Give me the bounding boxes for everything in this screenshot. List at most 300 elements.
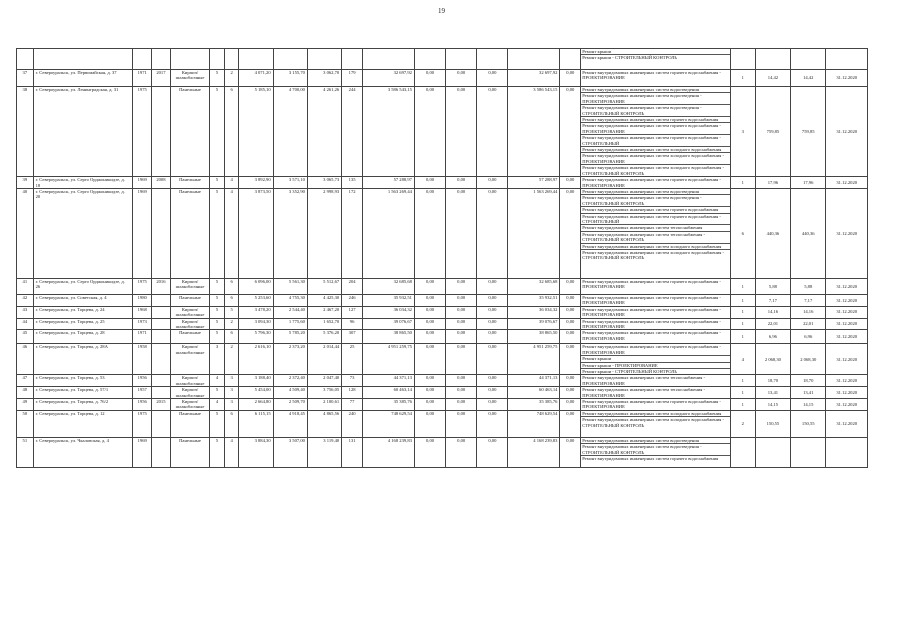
table-row [17,87,868,177]
wall-material-cell: Панельные [170,87,209,177]
cost-owners-cell: 35 385,76 [508,399,560,411]
work-line: Ремонт внутридомовых инженерных систем горячего водоснабжения [581,117,730,123]
cost-owners-cell: 60 463,14 [508,387,560,399]
residential-area-cell: 4 425,30 [307,294,341,306]
cost-federal-cell: 0,00 [414,87,445,177]
unit-price-cell: 2 068,30 [755,344,790,375]
works-cell [581,87,731,177]
living-area-cell: 3 571,10 [273,177,307,189]
cost-regional-cell: 0,00 [446,177,477,189]
cost-owners-cell: 748 629,54 [508,410,560,437]
year-repaired-cell: 2008 [152,177,171,189]
deadline-cell [826,437,868,467]
address-cell: г. Североуральск, ул. Торцева, д. 53 [33,375,133,387]
entrances-cell: 5 [224,306,239,318]
unit-price-cell: 17,96 [755,177,790,189]
living-area-cell: 1 775,60 [273,318,307,330]
residents-cell: 135 [342,177,363,189]
address-cell: г. Североуральск, ул. Торцева, д. 12 [33,410,133,437]
deadline-cell: 31.12.2020 [826,70,868,87]
row-number-cell: 40 [17,188,34,278]
works-cell [581,294,731,306]
year-built-cell: 1969 [133,188,152,278]
wall-material-cell: Панельные [170,330,209,344]
table-row [17,387,868,399]
cost-other-cell: 0,00 [560,306,581,318]
unit-price-cell: 18,70 [755,375,790,387]
year-built-cell: 1971 [133,70,152,87]
residential-area-cell: 4 865,56 [307,410,341,437]
floors-cell: 4 [210,375,225,387]
work-line: Ремонт внутридомовых инженерных систем водоотведения - СТРОИТЕЛЬНЫЙ КОНТРОЛЬ [581,444,730,456]
address-cell: г. Североуральск, ул. Советская, д. 4 [33,294,133,306]
entrances-cell: 4 [224,177,239,189]
units-cell: 1 [730,70,755,87]
total-cost-cell: 60 463,14 [362,387,414,399]
cost-regional-cell: 0,00 [446,437,477,467]
residents-cell: 240 [342,410,363,437]
header-works-cell [581,49,731,70]
work-line: Ремонт внутридомовых инженерных систем горячего водоснабжения - ПРОЕКТИРОВАНИЕ [582,318,721,329]
residential-area-cell: 2 014,44 [307,344,341,375]
floors-cell: 5 [210,294,225,306]
total-cost-cell: 39 076,67 [362,318,414,330]
wall-material-cell: Панельные [170,177,209,189]
deadline-cell: 31.12.2020 [826,177,868,189]
year-built-cell: 1980 [133,294,152,306]
work-line: Ремонт внутридомовых инженерных систем водоотведения - СТРОИТЕЛЬНЫЙ КОНТРОЛЬ [581,105,730,117]
cost-local-cell: 0,00 [477,278,508,294]
work-line: Ремонт внутридомовых инженерных систем горячего водоснабжения - СТРОИТЕЛЬНЫЙ [581,135,730,147]
total-cost-cell: 748 629,54 [362,410,414,437]
floors-cell: 5 [210,188,225,278]
max-unit-price-cell: 2 068,30 [791,344,826,375]
work-line: Ремонт внутридомовых инженерных систем холодного водоснабжения - СТРОИТЕЛЬНЫЙ КОНТРОЛЬ [582,165,725,176]
work-line: Ремонт внутридомовых инженерных систем водоотведения - СТРОИТЕЛЬНЫЙ КОНТРОЛЬ [581,195,730,207]
year-built-cell: 1975 [133,410,152,437]
works-cell [581,70,731,87]
work-line: Ремонт внутридомовых инженерных систем горячего водоснабжения - ПРОЕКТИРОВАНИЕ [582,306,721,318]
unit-price-cell: 14,16 [755,306,790,318]
address-cell: г. Североуральск, ул. Торцева, д. 76/2 [33,399,133,411]
work-line: Ремонт внутридомовых инженерных систем горячего водоснабжения - ПРОЕКТИРОВАНИЕ [582,177,721,188]
register-table-region [16,48,868,640]
units-cell: 1 [730,318,755,330]
cost-owners-cell: 4 168 239,83 [508,437,560,467]
work-line: Ремонт внутридомовых инженерных систем горячего водоснабжения - ПРОЕКТИРОВАНИЕ [581,123,730,135]
address-cell: г. Североуральск, ул. Торцева, д. 28 [33,330,133,344]
cost-local-cell: 0,00 [477,87,508,177]
cost-other-cell: 0,00 [560,437,581,467]
units-cell: 3 [730,87,755,177]
cost-owners-cell: 57 288,97 [508,177,560,189]
cost-owners-cell: 44 371,13 [508,375,560,387]
residential-area-cell: 2 998,93 [307,188,341,278]
total-cost-cell: 32 685,68 [362,278,414,294]
work-line: Ремонт крыши [581,49,730,55]
work-line: Ремонт крыши - СТРОИТЕЛЬНЫЙ КОНТРОЛЬ [582,55,678,61]
wall-material-cell: Кирпич/ шлакоблочные [170,375,209,387]
table-row [17,70,868,87]
cost-local-cell: 0,00 [477,344,508,375]
wall-material-cell: Кирпич/ шлакоблочные [170,306,209,318]
living-area-cell: 2 373,20 [273,344,307,375]
entrances-cell: 2 [224,318,239,330]
living-area-cell: 4 918,45 [273,410,307,437]
address-cell: г. Североуральск, ул. Торцева, д. 57/1 [33,387,133,399]
max-unit-price-cell: 440,36 [791,188,826,278]
work-line: Ремонт внутридомовых инженерных систем горячего водоснабжения - СТРОИТЕЛЬНЫЙ [581,214,730,226]
cost-regional-cell: 0,00 [446,330,477,344]
total-cost-cell: 32 697,92 [362,70,414,87]
max-unit-price-cell [791,437,826,467]
year-built-cell: 1968 [133,306,152,318]
cost-federal-cell: 0,00 [414,387,445,399]
work-line: Ремонт внутридомовых инженерных систем горячего водоснабжения - ПРОЕКТИРОВАНИЕ [582,399,721,410]
wall-material-cell: Кирпич/ шлакоблочные [170,318,209,330]
max-unit-price-cell: 18,70 [791,375,826,387]
row-number-cell: 46 [17,344,34,375]
header-continuation-row [17,49,868,70]
residents-cell: 128 [342,387,363,399]
total-area-cell: 6 115,15 [239,410,273,437]
floors-cell: 5 [210,306,225,318]
cost-local-cell: 0,00 [477,188,508,278]
work-line: Ремонт внутридомовых инженерных систем холодного водоснабжения [581,147,730,153]
year-built-cell: 1958 [133,344,152,375]
living-area-cell: 4 700,00 [273,87,307,177]
cost-local-cell: 0,00 [477,437,508,467]
cost-owners-cell: 3 586 543,15 [508,87,560,177]
table-row [17,410,868,437]
floors-cell: 5 [210,410,225,437]
table-row [17,177,868,189]
total-cost-cell: 4 168 239,83 [362,437,414,467]
unit-price-cell: 759,85 [755,87,790,177]
cost-federal-cell: 0,00 [414,70,445,87]
residents-cell: 246 [342,294,363,306]
total-cost-cell: 3 586 543,15 [362,87,414,177]
cost-federal-cell: 0,00 [414,437,445,467]
deadline-cell: 31.12.2020 [826,375,868,387]
table-row [17,344,868,375]
units-cell: 1 [730,294,755,306]
deadline-cell: 31.12.2020 [826,294,868,306]
works-cell [581,399,731,411]
year-built-cell: 1975 [133,278,152,294]
entrances-cell: 3 [224,387,239,399]
deadline-cell: 31.12.2020 [826,387,868,399]
address-cell: г. Североуральск, ул. Серго Орджоникидзе, д. 26 [33,278,133,294]
living-area-cell: 2 509,70 [273,399,307,411]
entrances-cell: 6 [224,294,239,306]
address-cell: г. Североуральск, ул. Торцева, д. 25 [33,318,133,330]
work-line: Ремонт внутридомовых инженерных систем холодного водоснабжения - ПРОЕКТИРОВАНИЕ [581,153,730,165]
residential-area-cell: 5 376,20 [307,330,341,344]
row-number-cell: 42 [17,294,34,306]
year-repaired-cell: 2017 [152,70,171,87]
entrances-cell: 2 [224,70,239,87]
entrances-cell: 3 [224,399,239,411]
total-area-cell: 5 185,10 [239,87,273,177]
work-line: Ремонт внутридомовых инженерных систем водоотведения [581,438,730,444]
entrances-cell: 6 [224,278,239,294]
unit-price-cell: 7,17 [755,294,790,306]
cost-federal-cell: 0,00 [414,294,445,306]
max-unit-price-cell: 14,16 [791,306,826,318]
year-repaired-cell [152,306,171,318]
work-line: Ремонт внутридомовых инженерных систем холодного водоснабжения [581,244,730,250]
total-area-cell: 2 616,10 [239,344,273,375]
work-line: Ремонт внутридомовых инженерных систем теплоснабжения - СТРОИТЕЛЬНЫЙ КОНТРОЛЬ [581,232,730,244]
total-area-cell: 5 253,60 [239,294,273,306]
table-row [17,306,868,318]
cost-regional-cell: 0,00 [446,70,477,87]
floors-cell: 5 [210,278,225,294]
cost-local-cell: 0,00 [477,387,508,399]
cost-other-cell: 0,00 [560,278,581,294]
floors-cell: 5 [210,318,225,330]
residential-area-cell: 1 652,70 [307,318,341,330]
deadline-cell: 31.12.2020 [826,330,868,344]
work-line: Ремонт внутридомовых инженерных систем горячего водоснабжения - ПРОЕКТИРОВАНИЕ [582,330,721,341]
row-number-cell: 44 [17,318,34,330]
residents-cell: 131 [342,437,363,467]
cost-regional-cell: 0,00 [446,399,477,411]
table-row [17,437,868,467]
deadline-cell: 31.12.2020 [826,318,868,330]
residents-cell: 73 [342,375,363,387]
row-number-cell: 37 [17,70,34,87]
max-unit-price-cell: 150,55 [791,410,826,437]
cost-federal-cell: 0,00 [414,306,445,318]
living-area-cell: 5 561,30 [273,278,307,294]
max-unit-price-cell: 759,85 [791,87,826,177]
total-area-cell: 2 664,80 [239,399,273,411]
units-cell: 1 [730,278,755,294]
max-unit-price-cell: 22,01 [791,318,826,330]
year-built-cell: 1969 [133,437,152,467]
cost-local-cell: 0,00 [477,410,508,437]
cost-owners-cell: 39 076,67 [508,318,560,330]
residential-area-cell: 3 756,05 [307,387,341,399]
work-line: Ремонт внутридомовых инженерных систем горячего водоснабжения - ПРОЕКТИРОВАНИЕ [581,344,730,356]
entrances-cell: 6 [224,87,239,177]
total-cost-cell: 4 951 259,75 [362,344,414,375]
living-area-cell: 3 507,00 [273,437,307,467]
work-line: Ремонт внутридомовых инженерных систем водоотведения [581,189,730,195]
cost-regional-cell: 0,00 [446,375,477,387]
cost-regional-cell: 0,00 [446,87,477,177]
living-area-cell: 3 352,90 [273,188,307,278]
max-unit-price-cell: 7,17 [791,294,826,306]
address-cell: г. Североуральск, ул. Ленинградская, д. 31 [33,87,133,177]
entrances-cell: 6 [224,410,239,437]
work-line: Ремонт внутридомовых инженерных систем холодного водоснабжения - СТРОИТЕЛЬНЫЙ КОНТРОЛЬ [582,249,725,261]
total-area-cell: 3 094,30 [239,318,273,330]
cost-federal-cell: 0,00 [414,177,445,189]
max-unit-price-cell: 14,42 [791,70,826,87]
total-area-cell: 4 071,20 [239,70,273,87]
year-built-cell: 1975 [133,87,152,177]
entrances-cell: 6 [224,330,239,344]
works-cell [581,306,731,318]
residential-area-cell: 3 062,70 [307,70,341,87]
cost-regional-cell: 0,00 [446,410,477,437]
work-line: Ремонт внутридомовых инженерных систем теплоснабжения - ПРОЕКТИРОВАНИЕ [582,387,706,398]
entrances-cell: 3 [224,375,239,387]
cost-owners-cell: 32 685,68 [508,278,560,294]
wall-material-cell: Панельные [170,410,209,437]
floors-cell: 5 [210,177,225,189]
cost-regional-cell: 0,00 [446,387,477,399]
total-area-cell: 5 454,00 [239,387,273,399]
work-line: Ремонт внутридомовых инженерных систем горячего водоснабжения - ПРОЕКТИРОВАНИЕ [582,278,721,290]
cost-federal-cell: 0,00 [414,278,445,294]
total-cost-cell: 36 034,32 [362,306,414,318]
cost-other-cell: 0,00 [560,344,581,375]
work-line: Ремонт внутридомовых инженерных систем горячего водоснабжения [582,456,719,462]
units-cell: 6 [730,188,755,278]
table-row [17,375,868,387]
cost-other-cell: 0,00 [560,387,581,399]
cost-local-cell: 0,00 [477,330,508,344]
work-line: Ремонт внутридомовых инженерных систем холодного водоснабжения [581,411,730,417]
cost-other-cell: 0,00 [560,318,581,330]
row-number-cell: 43 [17,306,34,318]
total-area-cell: 3 478,20 [239,306,273,318]
cost-local-cell: 0,00 [477,177,508,189]
year-repaired-cell [152,87,171,177]
work-line: Ремонт крыши - СТРОИТЕЛЬНЫЙ КОНТРОЛЬ [582,368,678,374]
residential-area-cell: 2 047,40 [307,375,341,387]
year-built-cell: 1971 [133,330,152,344]
residential-area-cell: 4 261,26 [307,87,341,177]
year-built-cell: 1973 [133,318,152,330]
wall-material-cell: Кирпич/ шлакоблочные [170,278,209,294]
total-cost-cell: 35 932,51 [362,294,414,306]
living-area-cell: 5 785,20 [273,330,307,344]
cost-owners-cell: 1 563 269,44 [508,188,560,278]
deadline-cell: 31.12.2020 [826,410,868,437]
max-unit-price-cell: 13,41 [791,387,826,399]
year-repaired-cell: 2016 [152,278,171,294]
year-repaired-cell [152,318,171,330]
wall-material-cell: Панельные [170,294,209,306]
cost-federal-cell: 0,00 [414,375,445,387]
wall-material-cell: Панельные [170,437,209,467]
year-repaired-cell [152,344,171,375]
cost-regional-cell: 0,00 [446,318,477,330]
cost-other-cell: 0,00 [560,399,581,411]
units-cell: 1 [730,375,755,387]
row-number-cell: 45 [17,330,34,344]
year-repaired-cell [152,437,171,467]
residential-area-cell: 2 467,20 [307,306,341,318]
row-number-cell: 51 [17,437,34,467]
total-cost-cell: 44 371,13 [362,375,414,387]
wall-material-cell: Кирпич/ шлакоблочные [170,387,209,399]
living-area-cell: 2 372,40 [273,375,307,387]
units-cell [730,437,755,467]
works-cell [581,387,731,399]
cost-local-cell: 0,00 [477,375,508,387]
unit-price-cell: 13,41 [755,387,790,399]
cost-owners-cell: 4 951 259,75 [508,344,560,375]
cost-regional-cell: 0,00 [446,188,477,278]
row-number-cell: 47 [17,375,34,387]
units-cell: 4 [730,344,755,375]
units-cell: 1 [730,177,755,189]
living-area-cell: 2 544,40 [273,306,307,318]
work-line: Ремонт внутридомовых инженерных систем водоотведения - ПРОЕКТИРОВАНИЕ [581,93,730,105]
works-cell [581,330,731,344]
works-cell [581,188,731,278]
cost-federal-cell: 0,00 [414,399,445,411]
floors-cell: 5 [210,330,225,344]
units-cell: 1 [730,399,755,411]
row-number-cell: 50 [17,410,34,437]
living-area-cell: 4 509,40 [273,387,307,399]
row-number-cell: 48 [17,387,34,399]
address-cell: г. Североуральск, ул. Чкаловская, д. 4 [33,437,133,467]
unit-price-cell: 14,42 [755,70,790,87]
cost-other-cell: 0,00 [560,87,581,177]
year-built-cell: 1969 [133,177,152,189]
cost-owners-cell: 35 932,51 [508,294,560,306]
table-row [17,188,868,278]
floors-cell: 5 [210,70,225,87]
year-repaired-cell [152,387,171,399]
cost-other-cell: 0,00 [560,330,581,344]
row-number-cell: 49 [17,399,34,411]
total-cost-cell: 57 288,97 [362,177,414,189]
cost-other-cell: 0,00 [560,294,581,306]
residents-cell: 204 [342,278,363,294]
total-area-cell: 6 096,00 [239,278,273,294]
wall-material-cell: Кирпич/ шлакоблочные [170,344,209,375]
wall-material-cell: Панельные [170,188,209,278]
units-cell: 2 [730,410,755,437]
cost-other-cell: 0,00 [560,410,581,437]
table-row [17,318,868,330]
works-cell [581,177,731,189]
work-line: Ремонт крыши - ПРОЕКТИРОВАНИЕ [581,363,730,369]
address-cell: г. Североуральск, ул. Торцева, д. 24 [33,306,133,318]
cost-federal-cell: 0,00 [414,344,445,375]
works-cell [581,437,731,467]
units-cell: 1 [730,306,755,318]
address-cell: г. Североуральск, ул. Серго Орджоникидзе, д. 20 [33,188,133,278]
cost-owners-cell: 32 697,92 [508,70,560,87]
total-cost-cell: 38 865,50 [362,330,414,344]
units-cell: 1 [730,387,755,399]
page-number: 19 [438,7,445,15]
unit-price-cell: 5,88 [755,278,790,294]
year-repaired-cell [152,375,171,387]
entrances-cell: 2 [224,344,239,375]
cost-owners-cell: 38 865,50 [508,330,560,344]
cost-other-cell: 0,00 [560,177,581,189]
residents-cell: 127 [342,306,363,318]
deadline-cell: 31.12.2020 [826,278,868,294]
floors-cell: 5 [210,387,225,399]
residents-cell: 179 [342,70,363,87]
unit-price-cell: 6,96 [755,330,790,344]
work-line: Ремонт внутридомовых инженерных систем горячего водоснабжения - ПРОЕКТИРОВАНИЕ [582,70,721,81]
total-area-cell: 3 188,40 [239,375,273,387]
year-built-cell: 1956 [133,399,152,411]
